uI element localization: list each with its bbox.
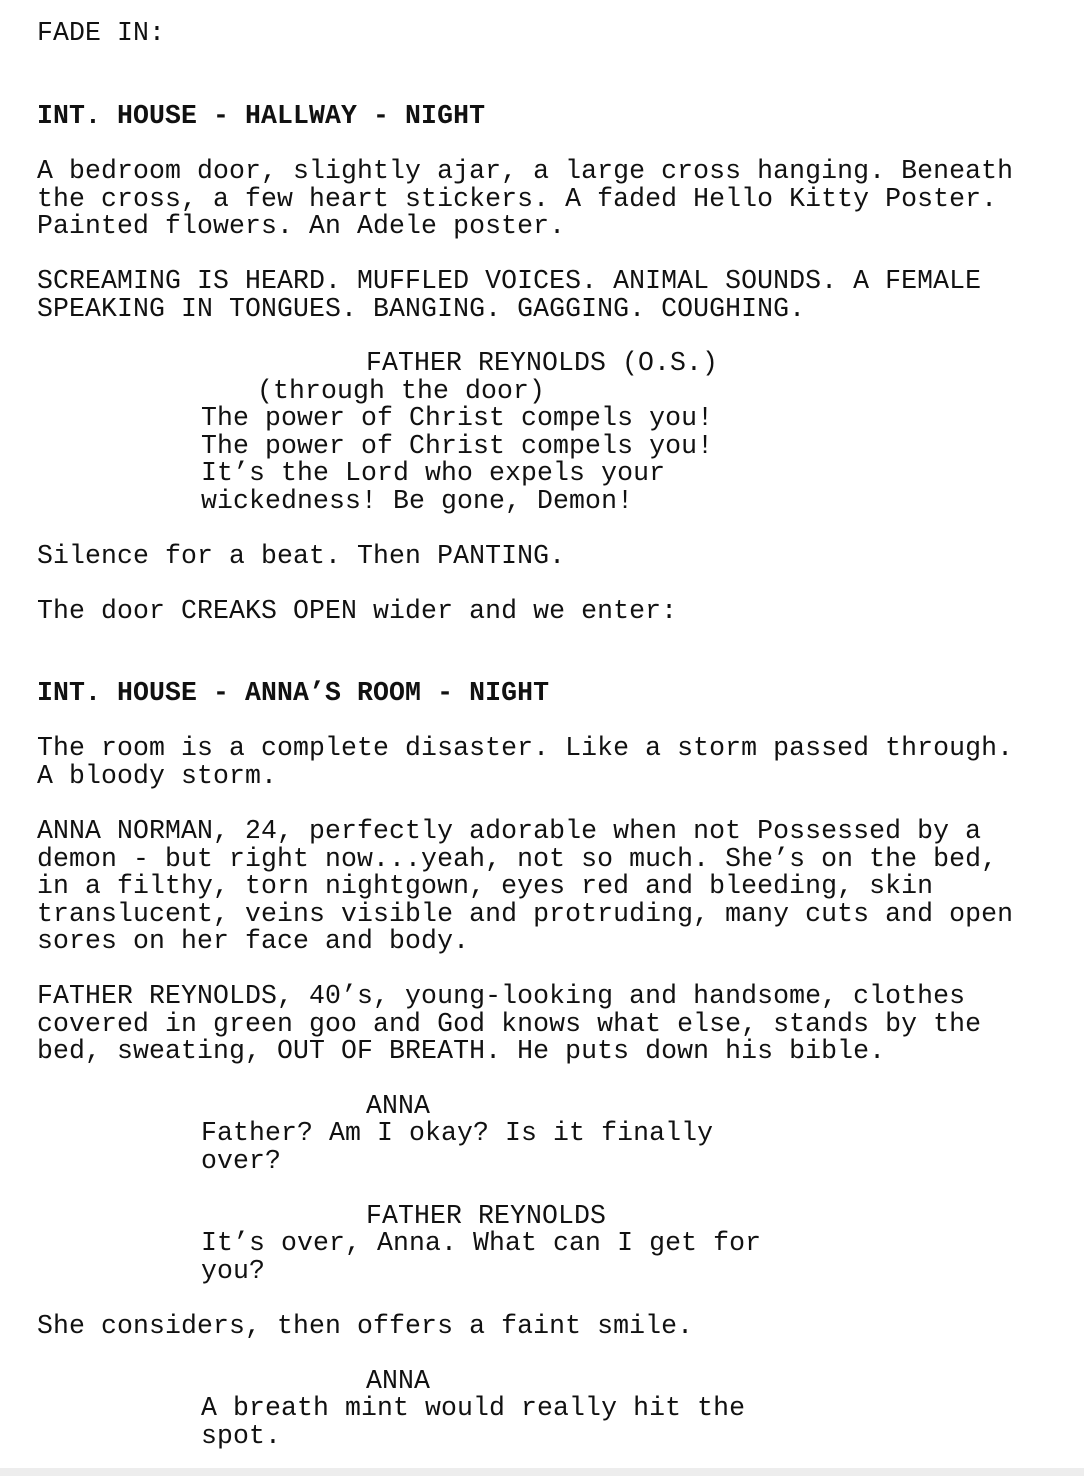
scene-heading: INT. HOUSE - ANNA’S ROOM - NIGHT [37, 678, 550, 708]
scene-heading: INT. HOUSE - HALLWAY - NIGHT [37, 101, 486, 131]
action-text: SCREAMING IS HEARD. MUFFLED VOICES. ANIMAL SOUNDS. A FEMALE SPEAKING IN TONGUES. BANGING. GAGGING. COUGHING. [37, 266, 982, 324]
dialogue: Father? Am I okay? Is it finally over? [201, 1118, 714, 1176]
dialogue: The power of Christ compels you! The power of Christ compels you! It’s the Lord who expels your wickedness! Be gone, Demon! [201, 403, 714, 516]
character-name: FATHER REYNOLDS [366, 1201, 607, 1231]
action-text: She considers, then offers a faint smile. [37, 1311, 694, 1341]
action-text: The room is a complete disaster. Like a storm passed through. A bloody storm. [37, 733, 1014, 791]
parenthetical: (through the door) [257, 376, 546, 406]
character-name: FATHER REYNOLDS (O.S.) [366, 348, 719, 378]
action-text: ANNA NORMAN, 24, perfectly adorable when not Possessed by a demon - but right now...yeah, not so much. She’s on the bed, in a filthy, torn nightgown, eyes red and bleeding, skin translucent, veins visible and protruding, many cuts and open sores on her face and body. [37, 816, 1014, 956]
action-text: FATHER REYNOLDS, 40’s, young-looking and handsome, clothes covered in green goo and God knows what else, stands by the bed, sweating, OUT OF BREATH. He puts down his bible. [37, 981, 982, 1066]
action-text: Silence for a beat. Then PANTING. [37, 541, 566, 571]
dialogue: It’s over, Anna. What can I get for you? [201, 1228, 762, 1286]
character-name: ANNA [366, 1366, 431, 1396]
character-name: ANNA [366, 1091, 431, 1121]
page-bottom-edge [0, 1468, 1084, 1476]
dialogue: A breath mint would really hit the spot. [201, 1393, 746, 1451]
action-text: A bedroom door, slightly ajar, a large cross hanging. Beneath the cross, a few heart stickers. A faded Hello Kitty Poster. Painted flowers. An Adele poster. [37, 156, 1014, 241]
transition: FADE IN: [37, 18, 166, 48]
action-text: The door CREAKS OPEN wider and we enter: [37, 596, 678, 626]
